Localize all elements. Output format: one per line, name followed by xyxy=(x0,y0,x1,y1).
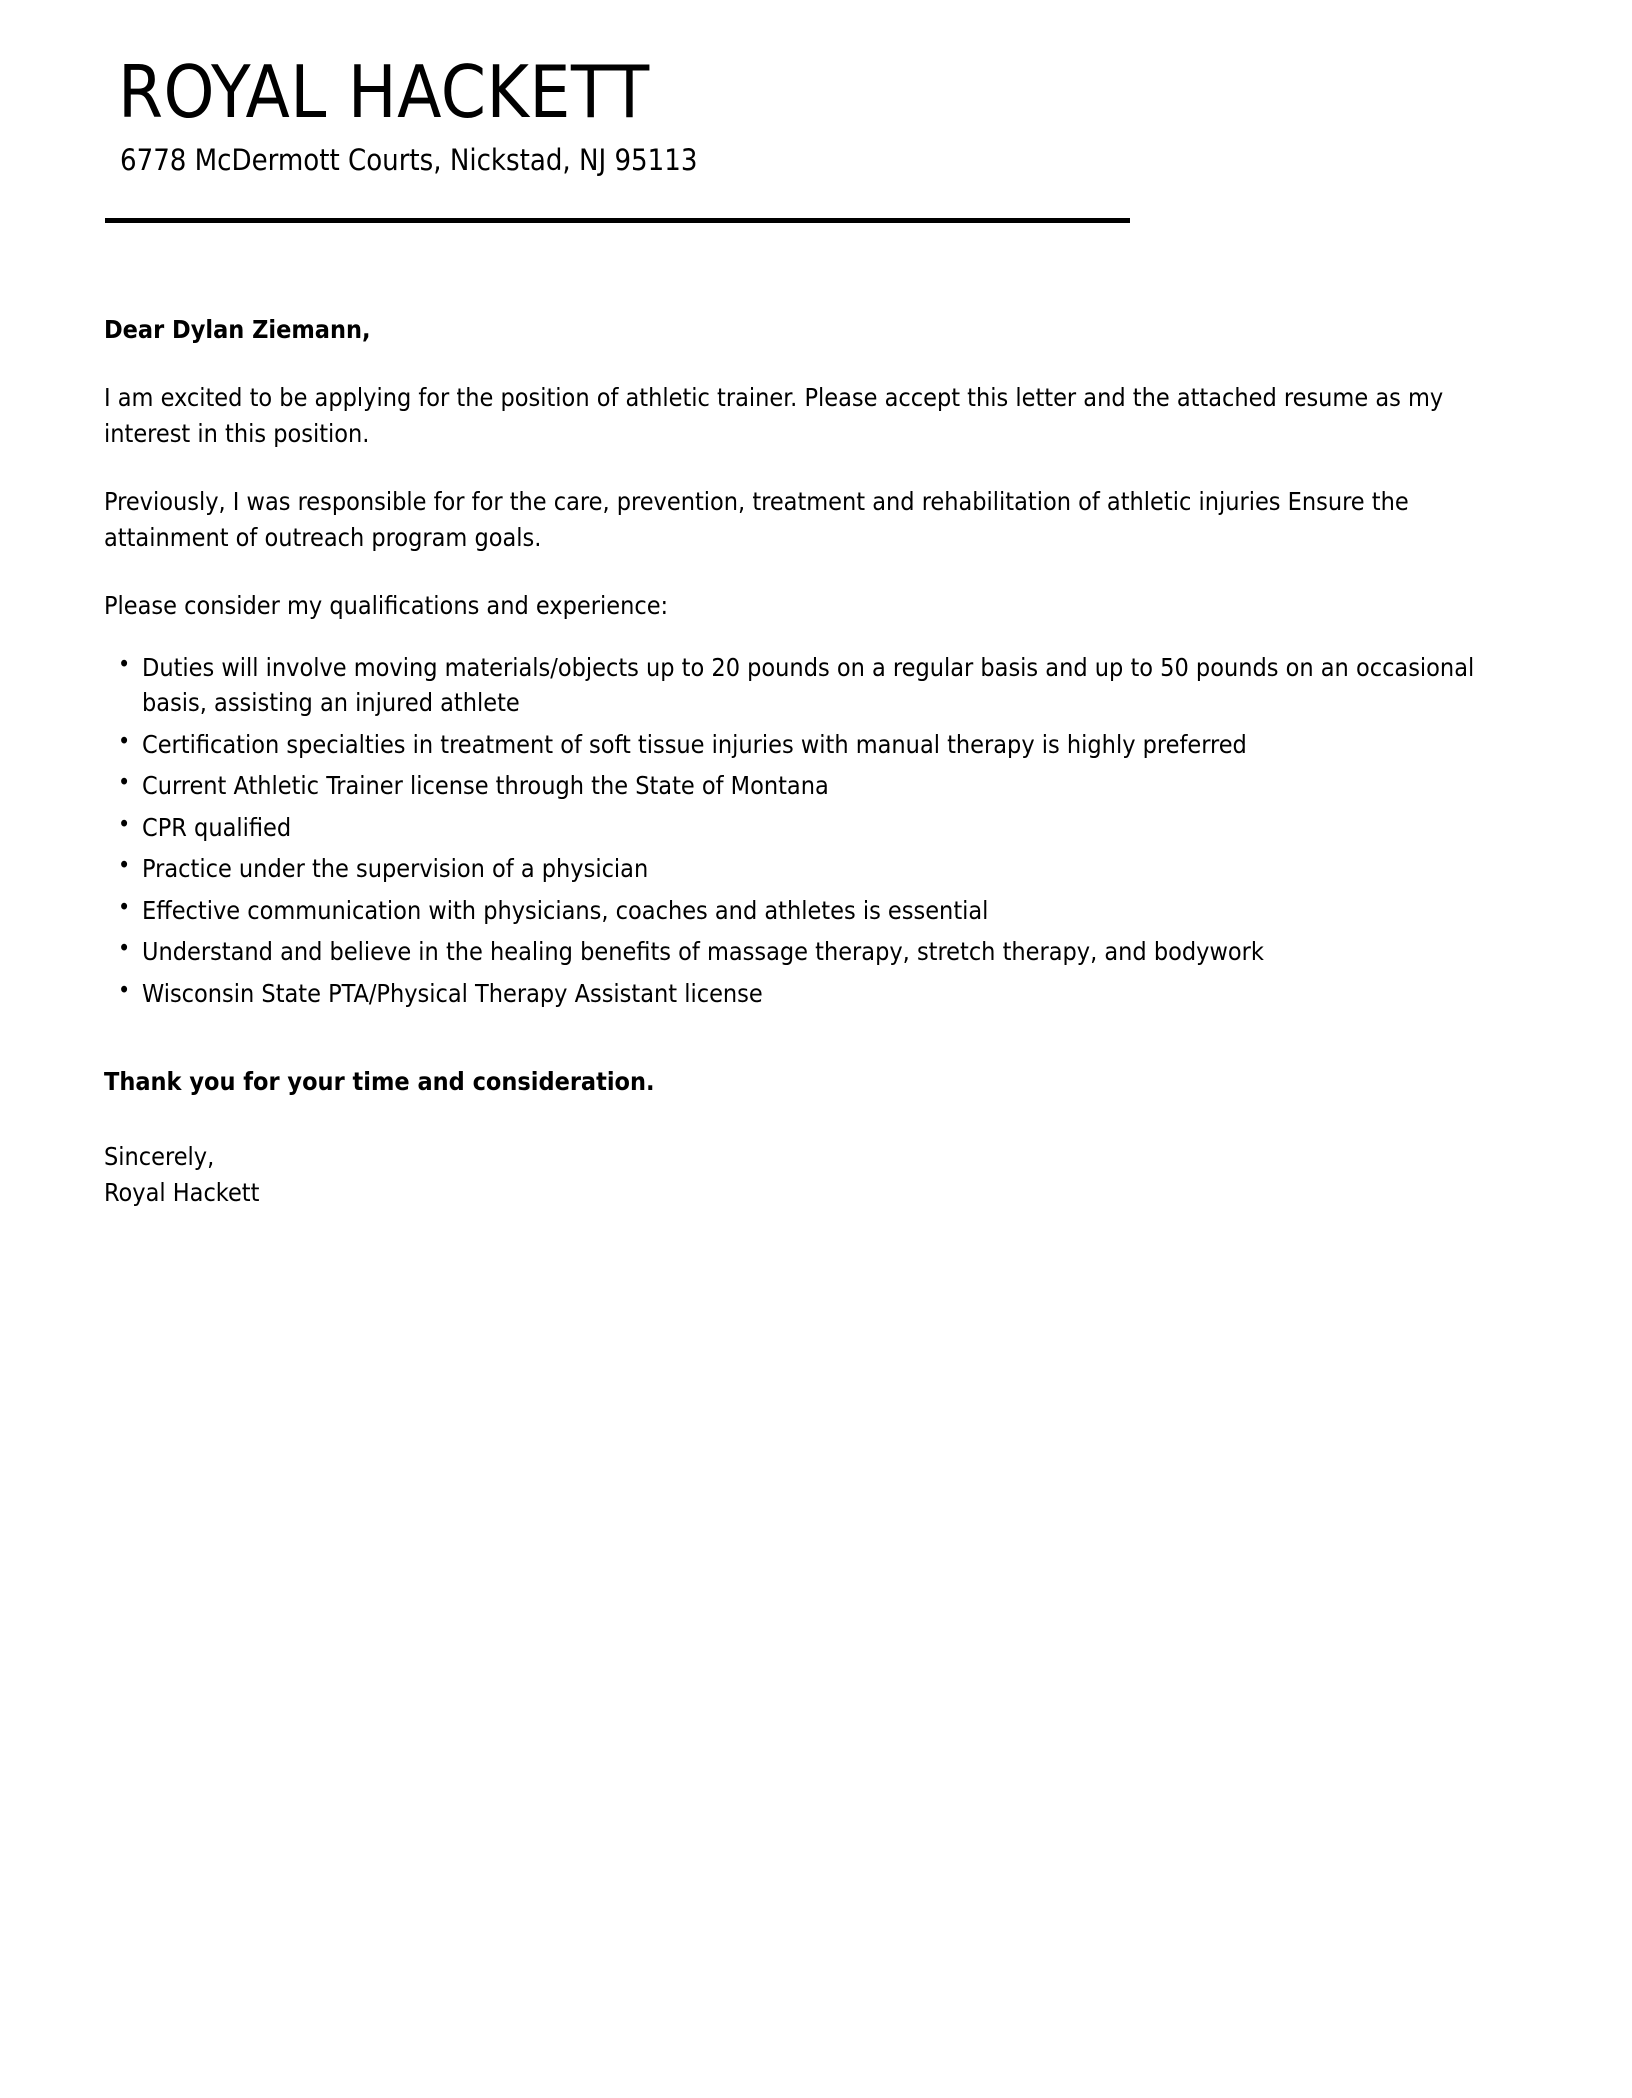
list-item: • Current Athletic Trainer license through the State of Montana xyxy=(104,768,1494,804)
signature-name: Royal Hackett xyxy=(104,1178,260,1207)
paragraph-experience: Previously, I was responsible for for the care, prevention, treatment and rehabilitation of athletic injuries Ensure the attainment of outreach program goals. xyxy=(104,487,1409,552)
list-item: • Certification specialties in treatment of soft tissue injuries with manual therapy is highly preferred xyxy=(104,727,1494,763)
list-item: • Understand and believe in the healing benefits of massage therapy, stretch therapy, and bodywork xyxy=(104,934,1494,970)
page-title: ROYAL HACKETT xyxy=(118,50,650,134)
list-item: • Wisconsin State PTA/Physical Therapy Assistant license xyxy=(104,976,1494,1012)
qualifications-list xyxy=(104,650,1494,1012)
paragraph-qualifications-lead: Please consider my qualifications and experience: xyxy=(104,591,669,620)
letter-body xyxy=(104,313,1494,1211)
address-line: 6778 McDermott Courts, Nickstad, NJ 95113 xyxy=(120,143,698,177)
list-item: • Effective communication with physicians, coaches and athletes is essential xyxy=(104,893,1494,929)
paragraph-intro: I am excited to be applying for the position of athletic trainer. Please accept this letter and the attached resume as my interest in this position. xyxy=(104,383,1444,448)
header-divider xyxy=(105,218,1130,223)
list-item: • CPR qualified xyxy=(104,810,1494,846)
letterhead xyxy=(0,0,1632,223)
signature-block xyxy=(104,1139,1494,1212)
list-item: • Practice under the supervision of a physician xyxy=(104,851,1494,887)
closing-salutation: Sincerely, xyxy=(104,1141,215,1171)
thank-you-line: Thank you for your time and consideration. xyxy=(104,1067,655,1096)
salutation: Dear Dylan Ziemann, xyxy=(104,315,371,345)
list-item: • Duties will involve moving materials/objects up to 20 pounds on a regular basis and up to 50 pounds on an occasional basis, assisting an injured athlete xyxy=(104,650,1494,721)
